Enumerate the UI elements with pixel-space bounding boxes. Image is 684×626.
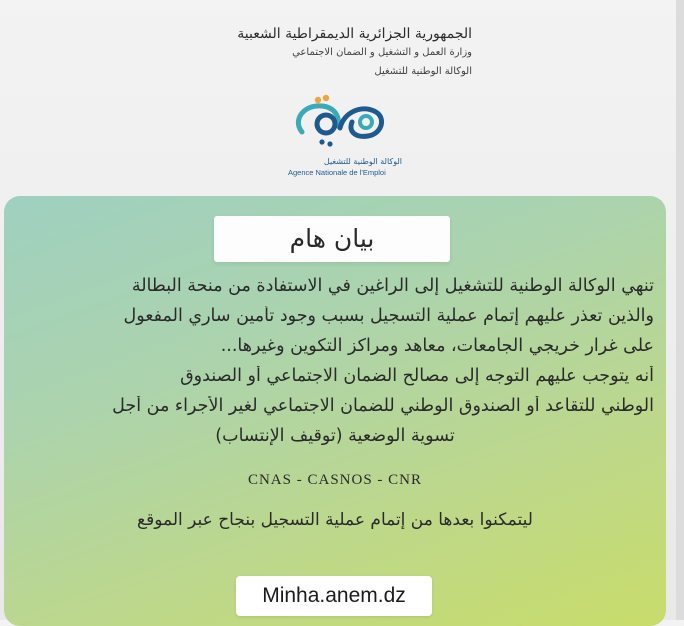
agency-name: الوكالة الوطنية للتشغيل [374,66,472,77]
website-box[interactable] [236,576,432,616]
agencies-list: CNAS - CASNOS - CNR [247,472,423,488]
notice-line-3: على غرار خريجي الجامعات، معاهد ومراكز التكوين وغيرها... [220,336,654,356]
notice-title: بيان هام [289,224,375,253]
republic-name: الجمهورية الجزائرية الديمقراطية الشعبية [237,26,472,42]
logo-french-name: Agence Nationale de l'Emploi [288,168,386,177]
website-link[interactable]: Minha.anem.dz [262,584,406,607]
ministry-name: وزارة العمل و التشغيل و الضمان الاجتماعي [292,47,472,58]
anem-logo-icon [282,92,398,154]
logo-arabic-name: الوكالة الوطنية للتشغيل [323,157,402,166]
notice-title-box [214,216,450,262]
notice-line-2: والذين تعذر عليهم إتمام عملية التسجيل بسبب وجود تأمين ساري المفعول [123,306,654,326]
notice-line-5: الوطني للتقاعد أو الصندوق الوطني للضمان الاجتماعي لغير الأجراء من أجل [112,396,654,416]
right-edge-strip [676,0,684,620]
closing-line: ليتمكنوا بعدها من إتمام عملية التسجيل بنجاح عبر الموقع [137,510,533,530]
anem-logo [270,92,410,184]
notice-card [4,196,666,626]
notice-line-1: تنهي الوكالة الوطنية للتشغيل إلى الراغين في الاستفادة من منحة البطالة [131,276,654,296]
notice-line-4: أنه يتوجب عليهم التوجه إلى مصالح الضمان الاجتماعي أو الصندوق [180,366,654,386]
page-header [0,0,684,200]
notice-line-6: تسوية الوضعية (توقيف الإنتساب) [215,426,455,446]
